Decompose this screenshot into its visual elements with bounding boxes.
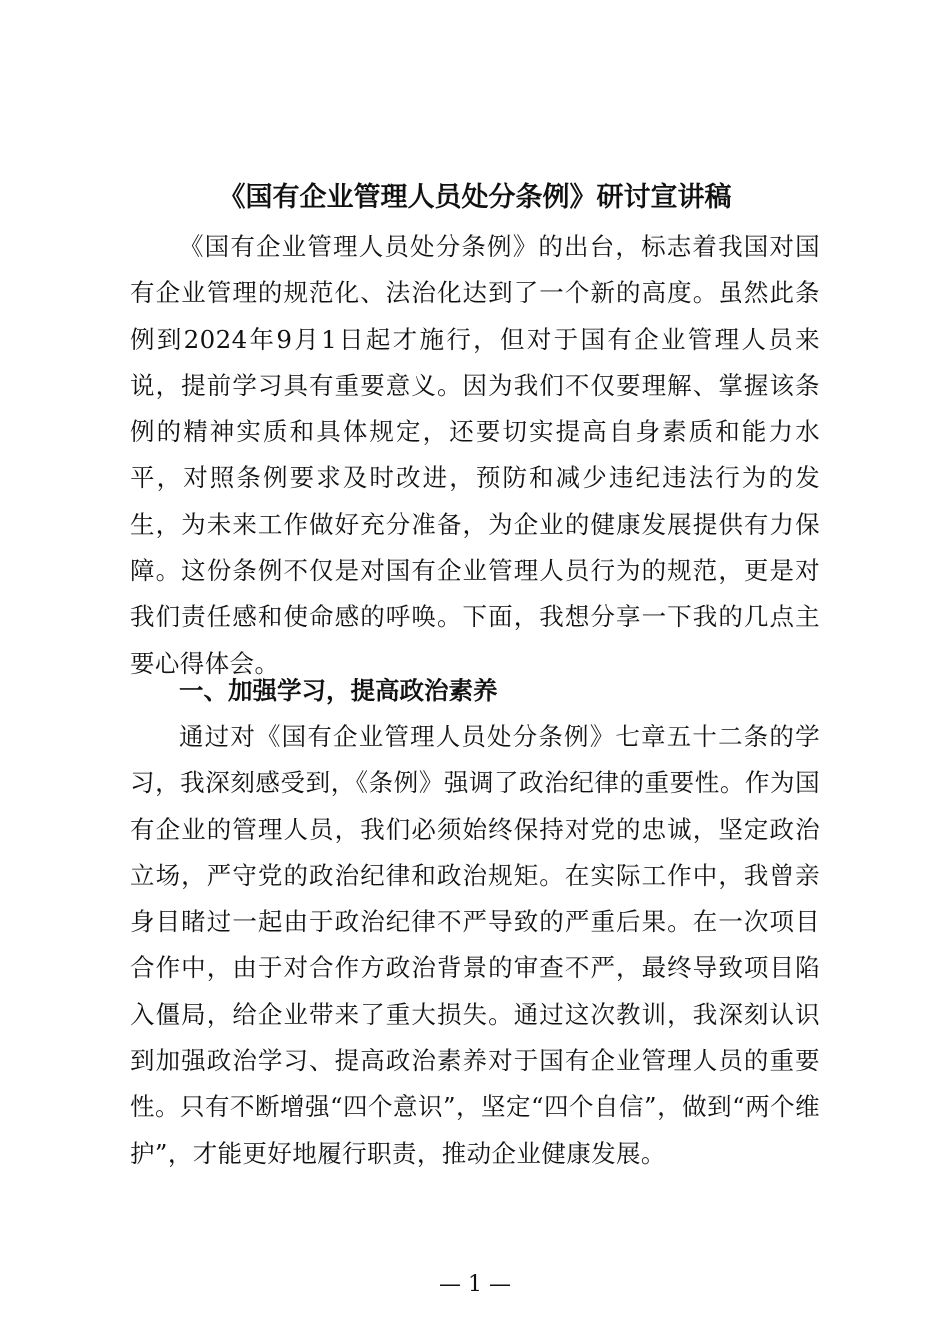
page-number: — 1 —	[439, 1272, 511, 1297]
section-heading: 一、加强学习，提高政治素养	[179, 676, 498, 705]
document-title: 《国有企业管理人员处分条例》研讨宣讲稿	[218, 182, 732, 213]
intro-paragraph: 《国有企业管理人员处分条例》的出台，标志着我国对国有企业管理的规范化、法治化达到了一个新的高度。虽然此条例到2024年9月1日起才施行，但对于国有企业管理人员来说，提前学习具有重要意义。因为我们不仅要理解、掌握该条例的精神实质和具体规定，还要切实提高自身素质和能力水平，对照条例要求及时改进，预防和减少违纪违法行为的发生，为未来工作做好充分准备，为企业的健康发展提供有力保障。这份条例不仅是对国有企业管理人员行为的规范，更是对我们责任感和使命感的呼唤。下面，我想分享一下我的几点主要心得体会。	[130, 232, 820, 678]
section-paragraph: 通过对《国有企业管理人员处分条例》七章五十二条的学习，我深刻感受到，《条例》强调了政治纪律的重要性。作为国有企业的管理人员，我们必须始终保持对党的忠诚，坚定政治立场，严守党的政治纪律和政治规矩。在实际工作中，我曾亲身目睹过一起由于政治纪律不严导致的严重后果。在一次项目合作中，由于对合作方政治背景的审查不严，最终导致项目陷入僵局，给企业带来了重大损失。通过这次教训，我深刻认识到加强政治学习、提高政治素养对于国有企业管理人员的重要性。只有不断增强“四个意识”，坚定“四个自信”，做到“两个维护”，才能更好地履行职责，推动企业健康发展。	[130, 722, 820, 1168]
